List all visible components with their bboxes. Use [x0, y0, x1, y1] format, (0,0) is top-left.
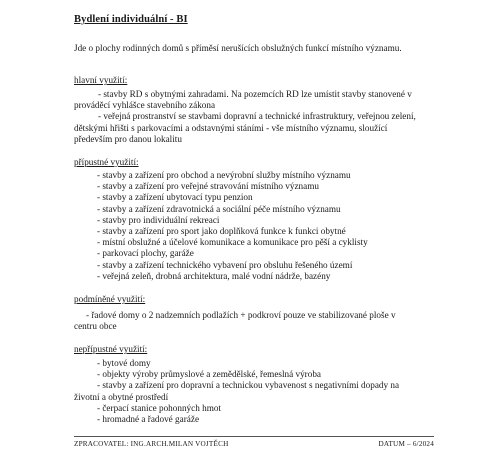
main-use-line: - stavby RD s obytnými zahradami. Na pozemcích RD lze umístit stavby stanovené v	[98, 89, 412, 99]
conditional-use-heading: podmíněné využití:	[74, 294, 146, 304]
list-item: - stavby a zařízení pro obchod a nevýrobní služby místního významu	[97, 170, 351, 180]
footer-divider	[74, 436, 434, 437]
forbidden-use-text	[74, 358, 434, 425]
intro-paragraph: Jde o plochy rodinných domů s příměsí nerušících obslužných funkcí místního významu.	[74, 43, 402, 53]
permitted-use-heading: přípustné využití:	[74, 157, 139, 167]
list-item: - stavby a zařízení ubytovací typu penzion	[97, 192, 253, 203]
list-item: - veřejná zeleň, drobná architektura, malé vodní nádrže, bazény	[97, 270, 331, 281]
forbidden-use-line: - objekty výroby průmyslové a zemědělské, řemeslná výroba	[97, 369, 322, 380]
conditional-use-line: centru obce	[74, 321, 117, 332]
list-item: - parkovací plochy, garáže	[97, 248, 194, 259]
main-use-line: prováděcí vyhlášce stavebního zákona	[74, 100, 216, 111]
forbidden-use-heading: nepřípustné využití:	[74, 344, 148, 354]
list-item: - stavby a zařízení pro sport jako doplňková funkce k funkci obytné	[97, 226, 346, 237]
main-use-text	[74, 89, 434, 145]
footer-author: ZPRACOVATEL: ING.ARCH.MILAN VOJTĚCH	[74, 440, 229, 448]
main-use-heading: hlavní využití:	[74, 75, 128, 85]
permitted-use-list	[97, 170, 368, 282]
forbidden-use-line: životní a obytné prostředí	[74, 391, 169, 402]
forbidden-use-line: - hromadné a řadové garáže	[97, 414, 200, 425]
main-use-line: - veřejná prostranství se stavbami dopravní a technické infrastruktury, veřejnou zelení,	[98, 111, 416, 122]
page-title: Bydlení individuální - BI	[74, 14, 188, 25]
forbidden-use-line: - bytové domy	[97, 358, 151, 368]
footer-date: DATUM – 6/2024	[378, 440, 434, 448]
list-item: - místní obslužné a účelové komunikace a komunikace pro pěší a cyklisty	[97, 237, 368, 248]
conditional-use-text	[74, 310, 434, 332]
list-item: - stavby a zařízení technického vybavení pro obsluhu řešeného území	[97, 259, 353, 270]
main-use-line: dětskými hřišti s parkovacími a odstavnými stáními - vše místního významu, sloužící	[74, 122, 388, 133]
forbidden-use-line: - čerpací stanice pohonných hmot	[97, 402, 221, 413]
forbidden-use-line: - stavby a zařízení pro dopravní a technickou vybavenost s negativními dopady na	[97, 380, 400, 391]
conditional-use-line: - řadové domy o 2 nadzemních podlažích + podkroví pouze ve stabilizované ploše v	[86, 310, 396, 320]
main-use-line: především pro danou lokalitu	[74, 133, 182, 144]
list-item: - stavby pro individuální rekreaci	[97, 214, 220, 225]
list-item: - stavby a zařízení pro veřejné stravování místního významu	[97, 181, 319, 192]
list-item: - stavby a zařízení zdravotnická a sociální péče místního významu	[97, 203, 341, 214]
